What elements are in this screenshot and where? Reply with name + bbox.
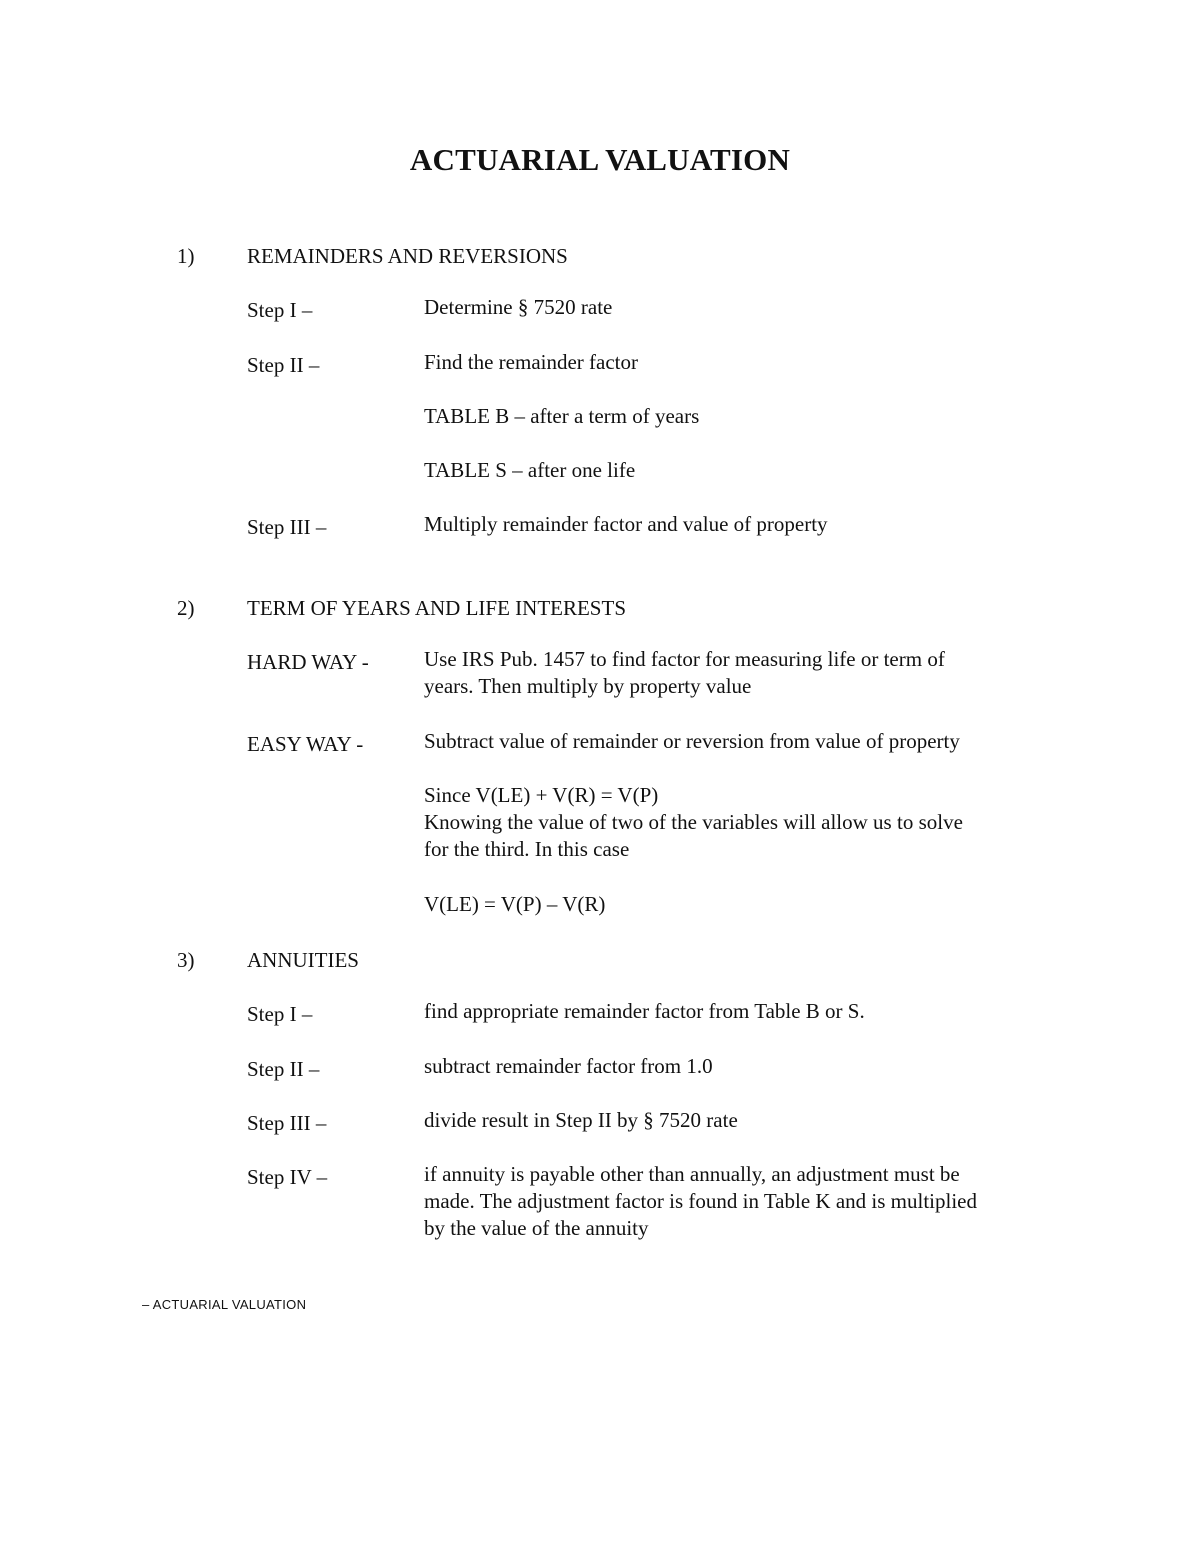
section-heading: ANNUITIES <box>247 948 359 972</box>
step-text: Find the remainder factor <box>424 350 638 374</box>
section-heading: TERM OF YEARS AND LIFE INTERESTS <box>247 596 626 620</box>
page-title: ACTUARIAL VALUATION <box>409 142 791 177</box>
text-line: Use IRS Pub. 1457 to find factor for measuring life or term of <box>424 647 945 671</box>
step-label: Step IV – <box>247 1165 328 1189</box>
table-reference: TABLE S – after one life <box>424 458 636 482</box>
equation-explanation <box>424 782 1084 863</box>
step-text: Determine § 7520 rate <box>424 295 613 319</box>
text-line: if annuity is payable other than annually, an adjustment must be <box>424 1162 960 1186</box>
equation: V(LE) = V(P) – V(R) <box>424 892 606 916</box>
method-text: Subtract value of remainder or reversion from value of property <box>424 729 960 753</box>
step-label: Step I – <box>247 298 313 322</box>
text-line: Since V(LE) + V(R) = V(P) <box>424 783 659 807</box>
step-text: divide result in Step II by § 7520 rate <box>424 1108 738 1132</box>
method-label: EASY WAY - <box>247 732 364 756</box>
page-footer: – ACTUARIAL VALUATION <box>142 1297 307 1312</box>
method-text <box>424 646 1084 700</box>
step-text <box>424 1161 1084 1242</box>
text-line: years. Then multiply by property value <box>424 674 752 698</box>
step-label: Step II – <box>247 1057 320 1081</box>
step-label: Step I – <box>247 1002 313 1026</box>
step-text: subtract remainder factor from 1.0 <box>424 1054 713 1078</box>
text-line: by the value of the annuity <box>424 1216 649 1240</box>
text-line: Knowing the value of two of the variables will allow us to solve <box>424 810 963 834</box>
section-heading: REMAINDERS AND REVERSIONS <box>247 244 568 268</box>
table-reference: TABLE B – after a term of years <box>424 404 700 428</box>
section-number: 1) <box>177 244 195 268</box>
step-label: Step III – <box>247 1111 327 1135</box>
text-line: made. The adjustment factor is found in Table K and is multiplied <box>424 1189 977 1213</box>
section-number: 2) <box>177 596 195 620</box>
method-label: HARD WAY - <box>247 650 369 674</box>
step-text: Multiply remainder factor and value of property <box>424 512 828 536</box>
step-text: find appropriate remainder factor from Table B or S. <box>424 999 865 1023</box>
step-label: Step III – <box>247 515 327 539</box>
text-line: for the third. In this case <box>424 837 630 861</box>
step-label: Step II – <box>247 353 320 377</box>
section-number: 3) <box>177 948 195 972</box>
